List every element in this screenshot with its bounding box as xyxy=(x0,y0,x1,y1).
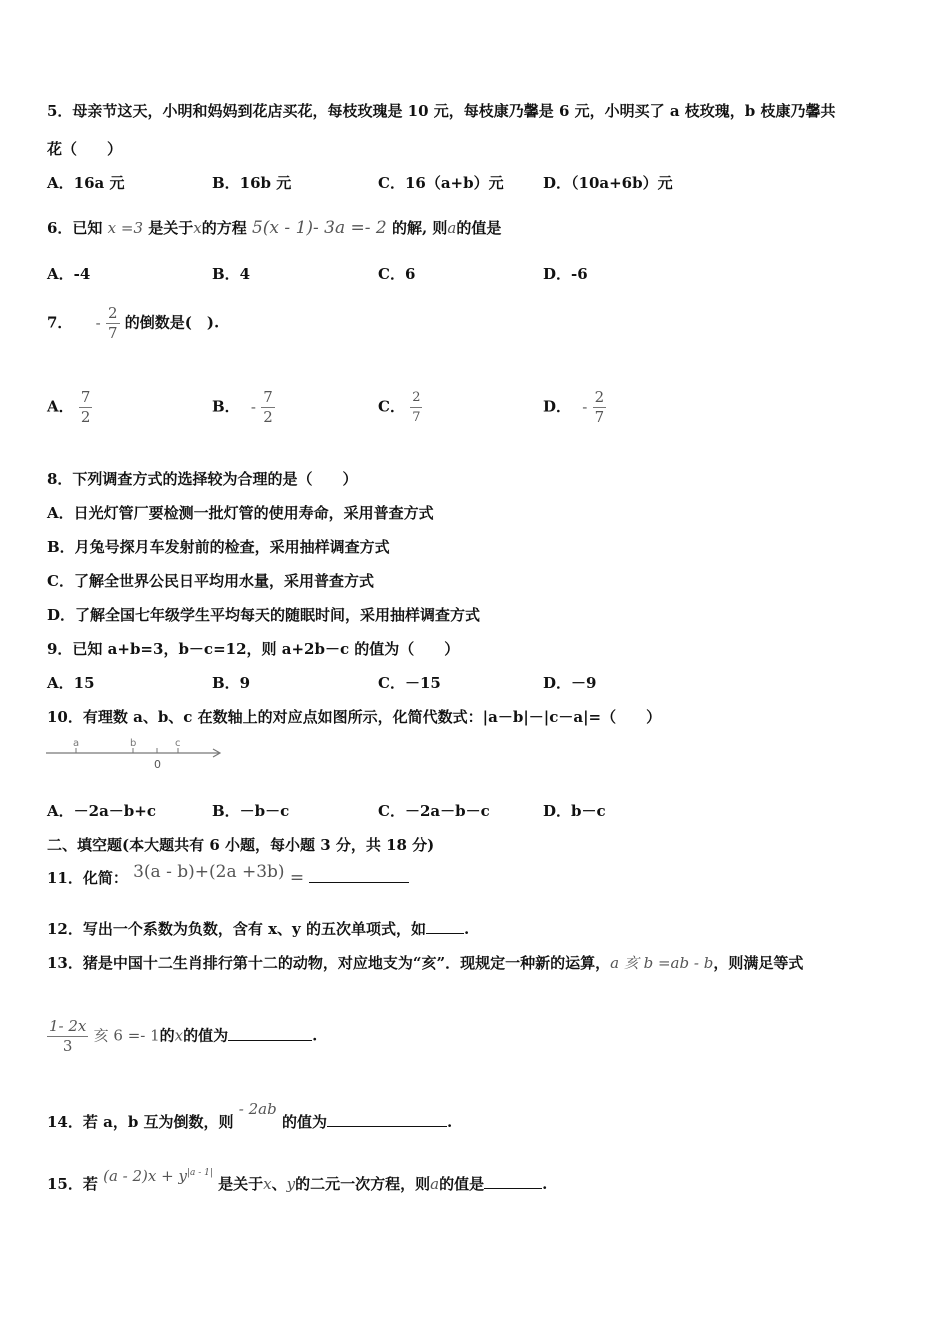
q8-stem: 8．下列调查方式的选择较为合理的是（ ） xyxy=(47,470,358,488)
q6-option-b: B．4 xyxy=(212,265,251,283)
q10-stem: 10．有理数 a、b、c 在数轴上的对应点如图所示，化简代数式：|a－b|－|c－a|=（ ） xyxy=(47,708,662,726)
q9-stem: 9．已知 a+b=3，b－c=12，则 a+2b－c 的值为（ ） xyxy=(47,640,460,658)
q10-option-d: D．b－c xyxy=(543,802,606,820)
q8-option-d: D．了解全国七年级学生平均每天的随眠时间，采用抽样调查方式 xyxy=(47,606,481,624)
q13-line1: 13．猪是中国十二生肖排行第十二的动物，对应地支为“亥”．现规定一种新的运算，a 亥 b =ab - b，则满足等式 xyxy=(47,954,804,972)
q11-answer-blank xyxy=(309,868,409,883)
q5-option-d: D．（10a+6b）元 xyxy=(543,174,673,192)
q15-stem: 15．若 $(a - 2)x + y^{|a - 1|}$ 是关于x、y的二元一次方程，则a的值是 . xyxy=(47,1167,548,1193)
q13-line2: $\frac{1- 2x}{3}$ 亥 6 =- 1的x的值为 . xyxy=(49,1017,318,1055)
section-2-title: 二、填空题(本大题共有 6 小题，每小题 3 分，共 18 分) xyxy=(47,836,435,854)
q13-answer-blank xyxy=(228,1026,312,1041)
q9-option-c: C．－15 xyxy=(378,674,441,692)
label-c: c xyxy=(175,738,181,749)
q11-stem: 11．化简： 3(a - b)+(2a +3b) = xyxy=(47,868,409,888)
q6-option-a: A．-4 xyxy=(47,265,91,283)
q7-stem: 7． - $\frac{2}{7}$ 的倒数是( ). xyxy=(47,304,220,342)
q15-expression: $(a - 2)x + y^{|a - 1|}$ xyxy=(103,1167,213,1185)
q5-option-a: A．16a 元 xyxy=(47,174,125,192)
q11-expression: 3(a - b)+(2a +3b) xyxy=(133,862,285,882)
q5-line1: 5．母亲节这天，小明和妈妈到花店买花，每枝玫瑰是 10 元，每枝康乃馨是 6 元，小明买了 a 枝玫瑰，b 枝康乃馨共 xyxy=(47,102,836,120)
q7-fraction: $\frac{2}{7}$ xyxy=(107,304,118,342)
q6-equation: 5(x - 1)- 3a =- 2 xyxy=(251,218,387,238)
q6-option-c: C．6 xyxy=(378,265,416,283)
q14-answer-blank xyxy=(327,1112,447,1127)
q10-option-c: C．－2a－b－c xyxy=(378,802,490,820)
q5-option-c: C．16（a+b）元 xyxy=(378,174,504,192)
q14-exponent: - 2ab xyxy=(238,1100,277,1118)
q9-option-a: A．15 xyxy=(47,674,95,692)
q6-option-d: D．-6 xyxy=(543,265,588,283)
q7-option-d: D． - $\frac{2}{7}$ xyxy=(543,388,605,426)
q9-option-d: D．－9 xyxy=(543,674,597,692)
q7-option-c: C． $\frac{2}{7}$ xyxy=(378,390,421,425)
q7-option-a: A． $\frac{7}{2}$ xyxy=(47,388,91,426)
q7-option-b: B． - $\frac{7}{2}$ xyxy=(212,388,273,426)
q12-answer-blank xyxy=(426,919,464,934)
label-a: a xyxy=(73,738,80,749)
q10-option-a: A．－2a－b+c xyxy=(47,802,156,820)
q15-answer-blank xyxy=(484,1174,542,1189)
number-line-figure xyxy=(44,734,226,774)
q14-stem: 14．若 a，b 互为倒数，则 - 2ab 的值为 . xyxy=(47,1100,453,1131)
label-b: b xyxy=(130,738,137,749)
q9-option-b: B．9 xyxy=(212,674,251,692)
q6-stem: 6．已知 x =3 是关于x的方程 5(x - 1)- 3a =- 2 的解, 则a的值是 xyxy=(47,218,502,238)
q5-line2: 花（ ） xyxy=(47,140,123,158)
q8-option-b: B．月兔号探月车发射前的检查，采用抽样调查方式 xyxy=(47,538,390,556)
q6-eq-x3: x =3 xyxy=(107,219,144,237)
q13-fraction: $\frac{1- 2x}{3}$ xyxy=(49,1017,87,1055)
q8-option-a: A．日光灯管厂要检测一批灯管的使用寿命，采用普查方式 xyxy=(47,504,434,522)
label-0: 0 xyxy=(154,758,161,771)
q5-option-b: B．16b 元 xyxy=(212,174,292,192)
q13-operation: a 亥 b =ab - b xyxy=(610,954,714,972)
q12-stem: 12．写出一个系数为负数，含有 x、y 的五次单项式，如 . xyxy=(47,920,470,938)
q8-option-c: C．了解全世界公民日平均用水量，采用普查方式 xyxy=(47,572,374,590)
q10-option-b: B．－b－c xyxy=(212,802,290,820)
